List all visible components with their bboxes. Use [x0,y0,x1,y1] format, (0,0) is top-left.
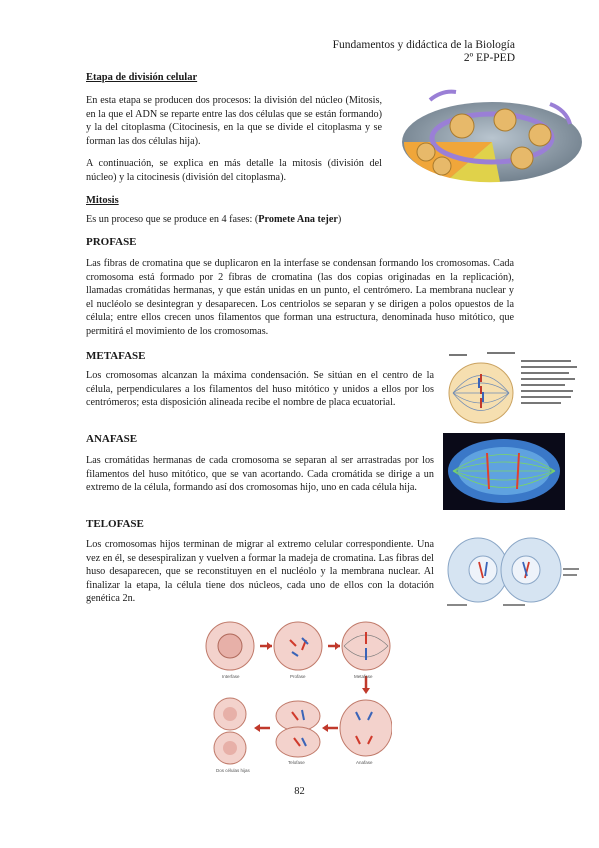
mitosis-title: Mitosis [86,195,119,206]
anafase-title: ANAFASE [86,433,138,445]
label-profase: Profase [290,674,306,679]
metafase-figure [443,348,583,430]
header-course: 2º EP-PED [463,52,515,64]
section-title: Etapa de división celular [86,72,198,83]
metafase-text: Los cromosomas alcanzan la máxima condensación. Se sitúan en el centro de la célula, perpendiculares a los filamentos del huso mitótico y unidos a ellos por los centrómeros; esta disposición alineada recibe el nombre de placa ecuatorial. [86,370,434,409]
mitosis-description [86,213,386,227]
anafase-cell [340,700,392,756]
intro-paragraph: En esta etapa se producen dos procesos: la división del núcleo (Mitosis, en la que el ADN se reparte entre las dos células que se están formando) y la del citoplasma (Citocinesis, en la que se divide el citoplasma y se forman las dos células hija). [86,95,382,147]
metafase-title: METAFASE [86,350,146,362]
profase-title: PROFASE [86,236,137,248]
mitosis-phases-svg [202,616,392,782]
cell-cycle-figure [390,80,585,186]
label-hijas: Dos células hijas [216,768,250,773]
metafase-cell [342,622,390,670]
profase-text: Las fibras de cromatina que se duplicaron en la interfase se condensan formando los cromosomas. Cada cromosoma está formado por 2 fibras de cromatina (las dos copias originadas en la replicación), llamadas cromátidas hermanas, y que están unidas en un punto, el centrómero. La membrana nuclear y el nucléolo se desintegran y desaparecen. Los centriolos se separan y se dirigen a polos opuestos de la célula; entre ellos crecen unos filamentos que forman una estructura, denominada huso mitótico, que permitirá el movimiento de los cromosomas. [86,258,514,337]
label-interfase: Interfase [222,674,240,679]
anafase-text: Las cromátidas hermanas de cada cromosoma se separan al ser arrastradas por los filamentos del huso mitótico, que se van acortando. Cada cromátida se dirige a un extremo de la célula, formando así dos cromosomas hijo, uno en cada célula hija. [86,455,434,494]
mitosis-desc-before: Es un proceso que se produce en 4 fases: ( [86,214,259,225]
mitosis-desc-after: ) [337,214,342,225]
profase-cell [274,622,322,670]
anafase-figure [443,433,565,510]
telofase-title: TELOFASE [86,518,144,530]
telofase-figure [443,532,583,612]
header-title: Fundamentos y didáctica de la Biología [332,39,515,51]
page-number: 82 [294,786,305,797]
intro-paragraph-2: A continuación, se explica en más detalle la mitosis (división del núcleo) y la citocinesis (división del citoplasma). [86,158,382,183]
label-anafase: Anafase [356,760,373,765]
telofase-text: Los cromosomas hijos terminan de migrar al extremo celular correspondiente. Una vez en él, se desespiralizan y vuelven a formar la madeja de cromatina. Las fibras del huso desaparecen, que se reconstituyen en el nucléolo y la membrana nuclear. Al finalizar la etapa, la célula tiene dos núcleos, cada uno de ellos con la dotación genética 2n. [86,539,434,605]
label-metafase: Metafase [354,674,373,679]
mitosis-mnemonic: Promete Ana tejer [258,214,338,225]
mitosis-phases-diagram [202,616,392,782]
label-telofase: Telofase [288,760,305,765]
